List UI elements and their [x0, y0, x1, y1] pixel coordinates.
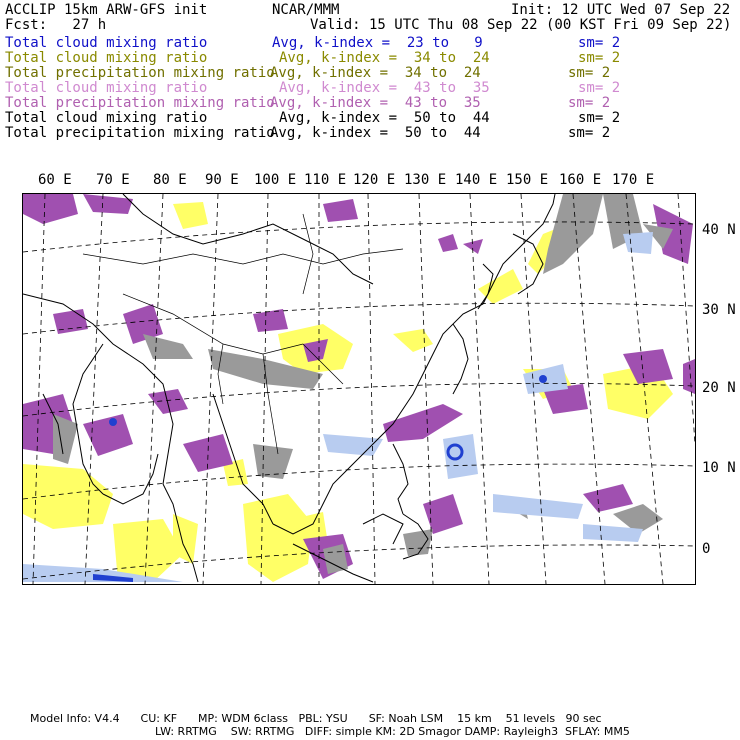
- lon-label: 80 E: [153, 172, 187, 188]
- lon-label: 100 E: [254, 172, 297, 188]
- legend-avg: Avg, k-index = 50 to 44: [279, 110, 490, 126]
- organization: NCAR/MMM: [272, 2, 340, 18]
- legend-sm: sm= 2: [568, 65, 611, 81]
- legend-avg: Avg, k-index = 43 to 35: [279, 80, 490, 96]
- legend-avg: Avg, k-index = 34 to 24: [270, 65, 481, 81]
- lat-label: 20 N: [702, 380, 736, 396]
- model-title: ACCLIP 15km ARW-GFS init: [5, 2, 208, 18]
- lon-label: 110 E: [304, 172, 347, 188]
- legend-avg: Avg, k-index = 50 to 44: [270, 125, 481, 141]
- legend-sm: sm= 2: [568, 95, 611, 111]
- lon-label: 160 E: [559, 172, 602, 188]
- legend-field: Total cloud mixing ratio: [5, 110, 208, 126]
- lon-label: 60 E: [38, 172, 72, 188]
- legend-avg: Avg, k-index = 34 to 24: [279, 50, 490, 66]
- model-info: Model Info: V4.4 CU: KF MP: WDM 6class PBL: YSU SF: Noah LSM 15 km 51 levels 90 sec: [30, 712, 602, 725]
- physics-info: LW: RRTMG SW: RRTMG DIFF: simple KM: 2D Smagor DAMP: Rayleigh3 SFLAY: MM5: [155, 725, 630, 738]
- legend-field: Total precipitation mixing ratio: [5, 95, 275, 111]
- legend-avg: Avg, k-index = 43 to 35: [270, 95, 481, 111]
- lon-label: 130 E: [404, 172, 447, 188]
- lat-label: 0: [702, 541, 711, 557]
- map-canvas: [23, 194, 695, 584]
- map-panel: [22, 193, 696, 585]
- lon-label: 90 E: [205, 172, 239, 188]
- legend-sm: sm= 2: [578, 110, 621, 126]
- legend-sm: sm= 2: [578, 50, 621, 66]
- high-cloud-fill: [23, 194, 695, 579]
- legend-field: Total cloud mixing ratio: [5, 50, 208, 66]
- lon-label: 140 E: [455, 172, 498, 188]
- legend-sm: sm= 2: [578, 80, 621, 96]
- valid-time: Valid: 15 UTC Thu 08 Sep 22 (00 KST Fri 09 Sep 22): [310, 17, 732, 33]
- lon-label: 70 E: [96, 172, 130, 188]
- lon-label: 170 E: [612, 172, 655, 188]
- legend-field: Total cloud mixing ratio: [5, 35, 208, 51]
- init-time: Init: 12 UTC Wed 07 Sep 22: [511, 2, 731, 18]
- legend-sm: sm= 2: [568, 125, 611, 141]
- legend-avg: Avg, k-index = 23 to 9: [272, 35, 483, 51]
- legend-sm: sm= 2: [578, 35, 621, 51]
- forecast-hour: Fcst: 27 h: [5, 17, 107, 33]
- legend-field: Total precipitation mixing ratio: [5, 125, 275, 141]
- lon-label: 120 E: [353, 172, 396, 188]
- lon-label: 150 E: [506, 172, 549, 188]
- lat-label: 30 N: [702, 302, 736, 318]
- legend-field: Total cloud mixing ratio: [5, 80, 208, 96]
- legend-field: Total precipitation mixing ratio: [5, 65, 275, 81]
- lat-label: 40 N: [702, 222, 736, 238]
- low-cloud-fill: [53, 194, 673, 574]
- lat-label: 10 N: [702, 460, 736, 476]
